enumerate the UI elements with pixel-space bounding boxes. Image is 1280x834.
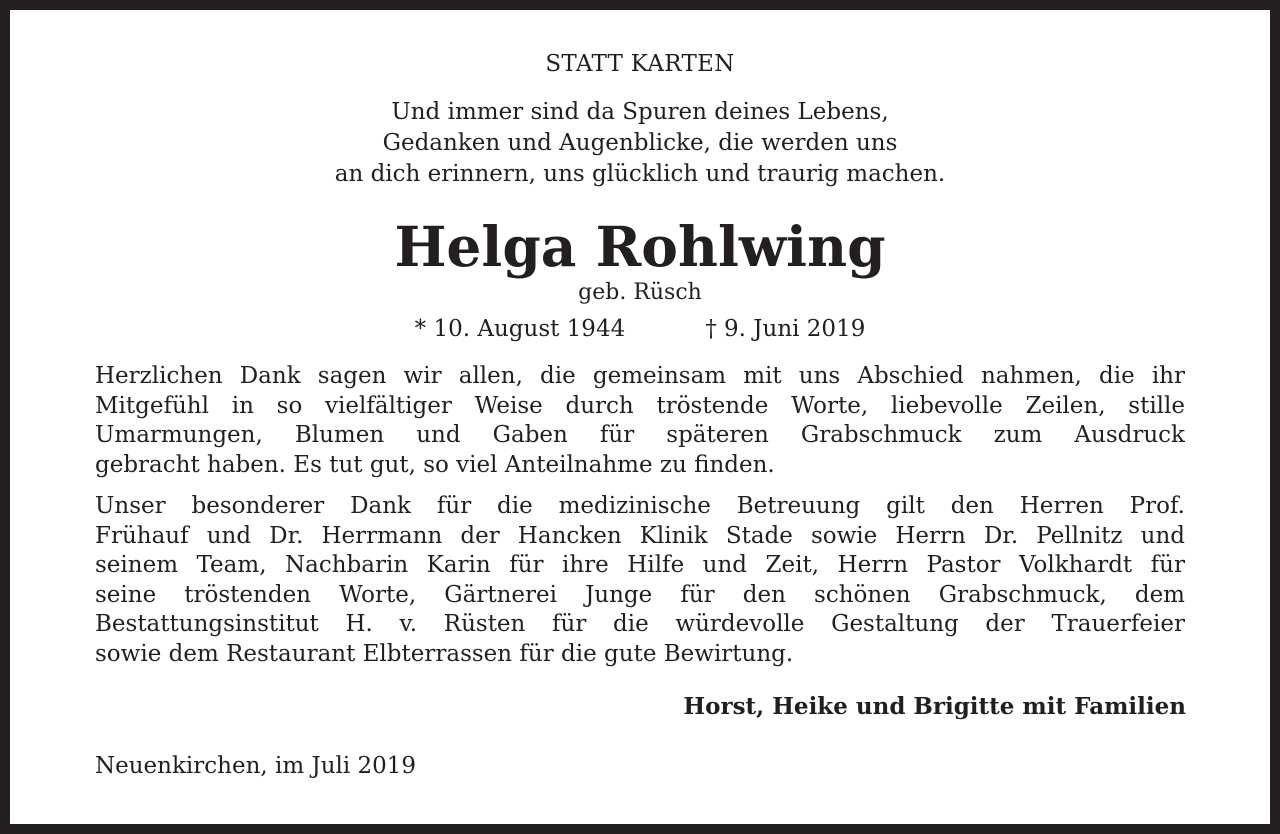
paragraph-line: Mitgefühl in so vielfältiger Weise durch tröstende Worte, liebevolle Zeilen, stille <box>95 392 1185 419</box>
poem-line: Und immer sind da Spuren deines Lebens, <box>391 99 889 125</box>
paragraph-line: Umarmungen, Blumen und Gaben für späteren Grabschmuck zum Ausdruck <box>95 422 1185 448</box>
paragraph-line: Unser besonderer Dank für die medizinische Betreuung gilt den Herren Prof. <box>95 493 1185 519</box>
place-and-date: Neuenkirchen, im Juli 2019 <box>95 753 417 779</box>
death-date: † 9. Juni 2019 <box>705 316 866 342</box>
paragraph-line: gebracht haben. Es tut gut, so viel Anteilnahme zu finden. <box>95 451 775 478</box>
poem-line: an dich erinnern, uns glücklich und traurig machen. <box>334 161 946 187</box>
obituary-notice <box>10 10 1270 824</box>
header-statt-karten: STATT KARTEN <box>545 51 735 77</box>
paragraph-line: sowie dem Restaurant Elbterrassen für die gute Bewirtung. <box>95 640 794 667</box>
maiden-name: geb. Rüsch <box>578 280 702 305</box>
paragraph-line: Bestattungsinstitut H. v. Rüsten für die würdevolle Gestaltung der Trauerfeier <box>95 611 1185 637</box>
family-signature: Horst, Heike und Brigitte mit Familien <box>683 693 1186 720</box>
paragraph-line: seinem Team, Nachbarin Karin für ihre Hilfe und Zeit, Herrn Pastor Volkhardt für <box>95 552 1185 578</box>
poem-line: Gedanken und Augenblicke, die werden uns <box>382 130 898 156</box>
paragraph-line: Herzlichen Dank sagen wir allen, die gemeinsam mit uns Abschied nahmen, die ihr <box>95 363 1185 389</box>
life-dates <box>10 316 1270 342</box>
special-thanks-paragraph <box>95 492 1185 669</box>
paragraph-line: seine tröstenden Worte, Gärtnerei Junge für den schönen Grabschmuck, dem <box>95 581 1185 608</box>
thanks-paragraph <box>95 362 1185 480</box>
paragraph-line: Frühauf und Dr. Herrmann der Hancken Klinik Stade sowie Herrn Dr. Pellnitz und <box>95 522 1185 549</box>
deceased-name: Helga Rohlwing <box>394 214 886 279</box>
poem <box>10 97 1270 190</box>
birth-date: * 10. August 1944 <box>414 316 626 342</box>
